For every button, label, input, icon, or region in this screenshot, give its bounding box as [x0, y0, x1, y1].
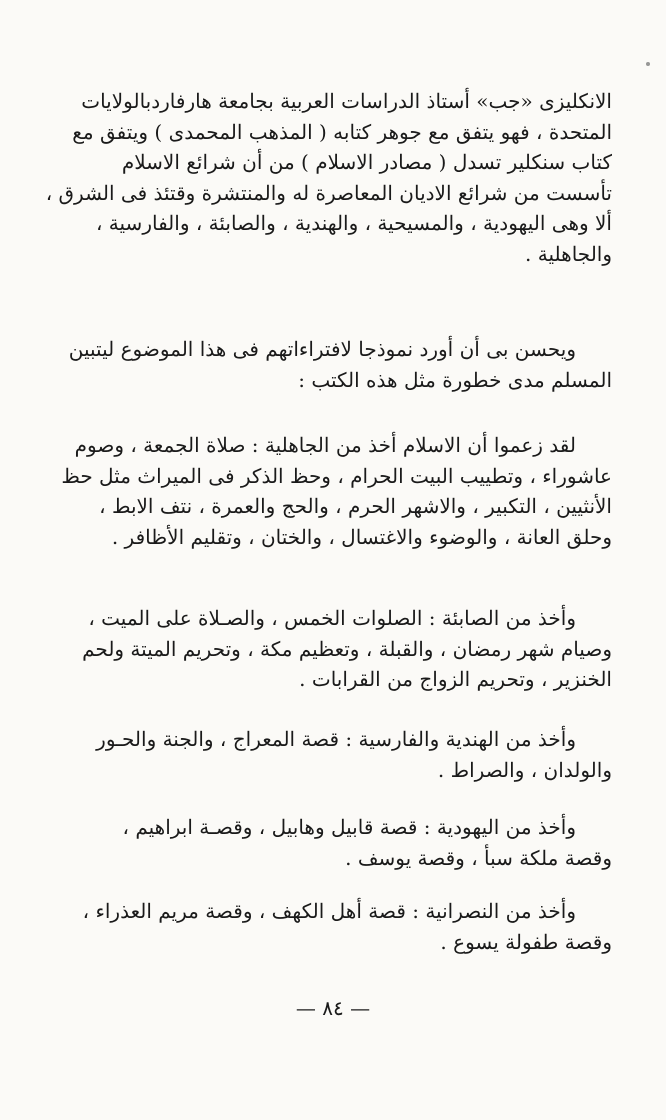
- text-line: والولدان ، والصراط .: [437, 757, 612, 782]
- text-line: وقصة طفولة يسوع .: [440, 929, 612, 954]
- paragraph-6: [18, 812, 612, 873]
- paragraph-3: [18, 430, 612, 552]
- text-line: وأخذ من النصرانية : قصة أهل الكهف ، وقصة مريم العذراء ،: [82, 899, 576, 923]
- text-line: وأخذ من اليهودية : قصة قابيل وهابيل ، وقصـة ابراهيم ،: [122, 815, 576, 839]
- text-line: تأسست من شرائع الاديان المعاصرة له والمنتشرة وقتئذ فى الشرق ،: [45, 180, 612, 205]
- paragraph-4: [18, 603, 612, 695]
- text-line: ويحسن بى أن أورد نموذجا لافتراءاتهم فى هذا الموضوع ليتبين: [68, 337, 576, 361]
- paragraph-5: [18, 724, 612, 785]
- paragraph-7: [18, 896, 612, 957]
- text-line: وأخذ من الهندية والفارسية : قصة المعراج ، والجنة والحـور: [96, 727, 576, 751]
- text-line: وصيام شهر رمضان ، والقبلة ، وتعظيم مكة ، وتحريم الميتة ولحم: [82, 636, 612, 661]
- scan-speck: [646, 62, 650, 66]
- text-line: والجاهلية .: [525, 241, 612, 266]
- page-number: — ٨٤ —: [295, 996, 371, 1020]
- text-line: الخنزير ، وتحريم الزواج من القرابات .: [299, 667, 612, 691]
- paragraph-1: [18, 86, 612, 269]
- text-line: وحلق العانة ، والوضوء والاغتسال ، والختان ، وتقليم الأظافر .: [111, 524, 612, 549]
- text-line: الأنثيين ، التكبير ، والاشهر الحرم ، والحج والعمرة ، نتف الابط ،: [99, 494, 612, 518]
- text-line: الانكليزى «جب» أستاذ الدراسات العربية بجامعة هارفاردبالولايات: [81, 89, 612, 113]
- text-line: وأخذ من الصابئة : الصلوات الخمس ، والصـلاة على الميت ،: [88, 606, 576, 630]
- text-line: لقد زعموا أن الاسلام أخذ من الجاهلية : صلاة الجمعة ، وصوم: [74, 433, 576, 457]
- text-line: ألا وهى اليهودية ، والمسيحية ، والهندية ، والصابئة ، والفارسية ،: [95, 211, 612, 235]
- paragraph-2: [18, 334, 612, 395]
- text-line: كتاب سنكلير تسدل ( مصادر الاسلام ) من أن شرائع الاسلام: [121, 150, 612, 174]
- text-line: عاشوراء ، وتطييب البيت الحرام ، وحظ الذكر فى الميراث مثل حظ: [61, 463, 612, 488]
- text-line: المسلم مدى خطورة مثل هذه الكتب :: [298, 367, 612, 392]
- text-line: وقصة ملكة سبأ ، وقصة يوسف .: [345, 845, 612, 870]
- text-line: المتحدة ، فهو يتفق مع جوهر كتابه ( المذهب المحمدى ) ويتفق مع: [72, 119, 612, 144]
